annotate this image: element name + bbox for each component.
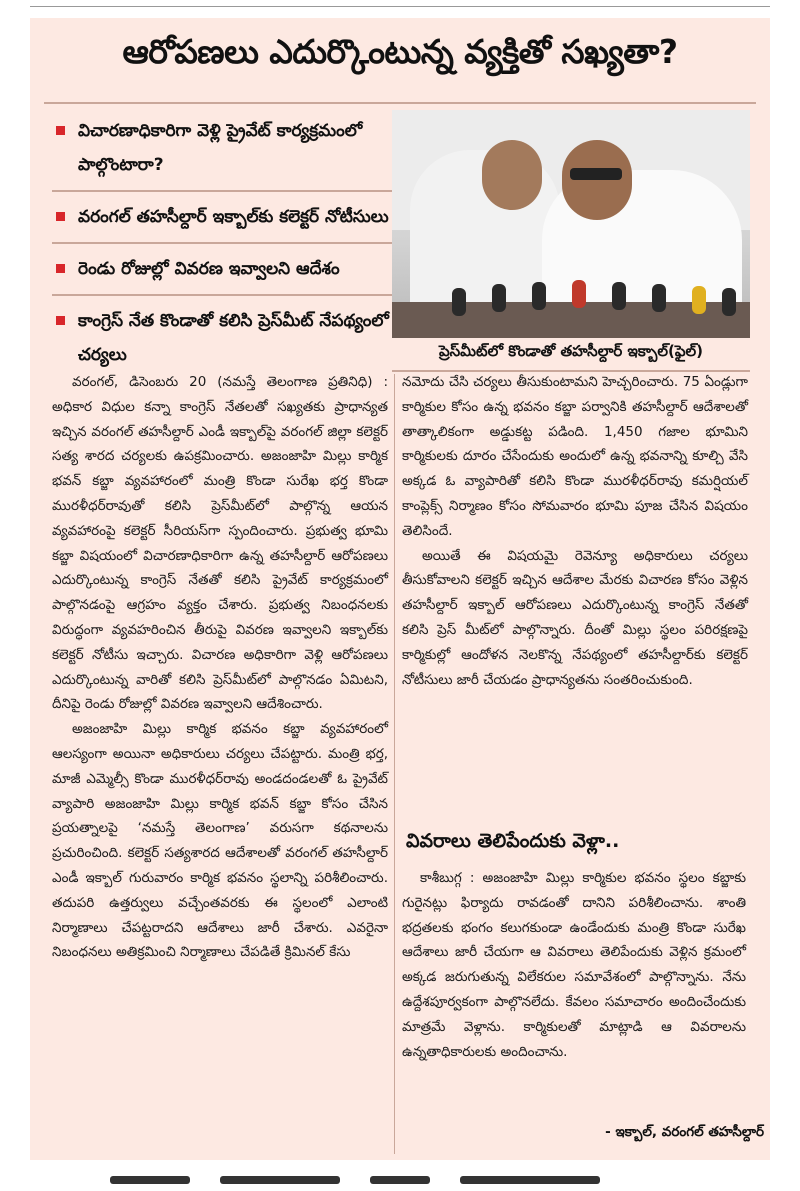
cut-text-fragment [460,1176,600,1184]
photo-sunglasses [570,168,622,180]
photo-person-left-head [482,140,542,210]
press-meet-photo [392,110,750,338]
page-right-margin [786,0,800,1191]
page-top-rule [30,0,770,7]
cut-text-fragment [370,1176,430,1184]
bullet-square-icon [56,316,65,325]
column-divider [394,374,395,1154]
paragraph: నమోదు చేసి చర్యలు తీసుకుంటామని హెచ్చరించారు. 75 ఏండ్లుగా కార్మికుల కోసం ఉన్న భవనం కబ్జా పర్వానికి తహసీల్దార్ ఆదేశాలతో తాత్కాలికంగా అడ్డుకట్ట పడింది. 1,450 గజాల భూమిని కార్మికులకు దూరం చేసేందుకు అందులో ఉన్న భవనాన్ని కూల్చి వేసి అక్కడ ఓ వ్యాపారితో కలిసి కొండా మురళీధర్‌రావు కమర్షియల్ కాంప్లెక్స్ నిర్మాణం కోసం సోమవారం భూమి పూజ చేసిన విషయం తెలిసిందే. [402,374,748,539]
bullet-divider [52,294,402,296]
sidebar-quote-box [402,866,746,1156]
microphone-icon [532,282,546,310]
bullet-item [52,114,402,182]
microphone-icon [572,280,586,308]
headline: ఆరోపణలు ఎదుర్కొంటున్న వ్యక్తితో సఖ్యతా? [122,32,678,71]
bullet-item [52,304,402,372]
bullet-square-icon [56,126,65,135]
microphone-icon [492,284,506,312]
paragraph: అజంజాహి మిల్లు కార్మిక భవనం కబ్జా వ్యవహారంలో ఆలస్యంగా అయినా అధికారులు చర్యలు చేపట్టారు. మంత్రి భర్త, మాజీ ఎమ్మెల్సీ కొండా మురళీధర్‌రావు అండదండలతో ఓ ప్రైవేట్ వ్యాపారి అజంజాహి మిల్లు కార్మిక భవన్ కబ్జా కోసం చేసిన ప్రయత్నాలపై ‘నమస్తే తెలంగాణ’ వరుసగా కథనాలను ప్రచురించింది. కలెక్టర్ సత్యశారద ఆదేశాలతో వరంగల్ తహసీల్దార్ ఎండీ ఇక్బాల్ గురువారం కార్మిక భవనం స్థలాన్ని పరిశీలించారు. తదుపరి ఉత్తర్వులు వచ్చేంతవరకు ఈ స్థలంలో ఎలాంటి నిర్మాణాలు చేపట్టరాదని ఆదేశాలు జారీ చేశారు. ఎవరైనా నిబంధనలు అతిక్రమించి నిర్మాణాలు చేపడితే క్రిమినల్ కేసు [52,721,388,961]
bullet-item [52,200,402,234]
photo-person-right-head [562,140,632,220]
paragraph: వరంగల్, డిసెంబరు 20 (నమస్తే తెలంగాణ ప్రతినిధి) : అధికార విధుల కన్నా కాంగ్రెస్ నేతలతో సఖ్యతకు ప్రాధాన్యత ఇచ్చిన వరంగల్ తహసీల్దార్ ఎండీ ఇక్బాల్‌పై వరంగల్ జిల్లా కలెక్టర్ సత్య శారద చర్యలకు ఉపక్రమించారు. అజంజాహి మిల్లు కార్మిక భవన్ కబ్జా వ్యవహారంలో మంత్రి కొండా సురేఖ భర్త కొండా మురళీధర్‌రావుతో కలిసి ప్రెస్‌మీట్‌లో పాల్గొన్న ఆయన వ్యవహారంపై కలెక్టర్ సీరియస్‌గా స్పందించారు. ప్రభుత్వ భూమి కబ్జా విషయంలో విచారణాధికారిగా ఉన్న తహసీల్దార్ ఆరోపణలు ఎదుర్కొంటున్న కాంగ్రెస్ నేతతో కలిసి ప్రైవేట్ కార్యక్రమంలో పాల్గొనడంపై ఆగ్రహం వ్యక్తం చేశారు. ప్రభుత్వ నిబంధనలకు విరుద్ధంగా వ్యవహరించిన తీరుపై వివరణ ఇవ్వాలని ఇక్బాల్‌కు కలెక్టర్ నోటీసు ఇచ్చారు. విచారణ అధికారిగా వెళ్లి ఆరోపణలు ఎదుర్కొంటున్న వారితో కలిసి ప్రెస్‌మీట్‌లో పాల్గొనడం ఏమిటని, దీనిపై రెండు రోజుల్లో వివరణ ఇవ్వాలని ఆదేశించారు. [52,374,388,713]
highlight-bullets [52,114,402,382]
paragraph: అయితే ఈ విషయమై రెవెన్యూ అధికారులు చర్యలు తీసుకోవాలని కలెక్టర్ ఇచ్చిన ఆదేశాల మేరకు విచారణ కోసం వెళ్లిన తహసీల్దార్ ఇక్బాల్ ఆరోపణలు ఎదుర్కొంటున్న కాంగ్రెస్ నేతతో కలిసి ప్రెస్ మీట్‌లో పాల్గొన్నారు. దీంతో మిల్లు స్థలం పరిరక్షణపై కార్మికుల్లో ఆందోళన నెలకొన్న నేపథ్యంలో తహసీల్దార్‌కు కలెక్టర్ నోటీసులు జారీ చేయడం ప్రాధాన్యతను సంతరించుకుంది. [402,547,748,688]
headline-divider [44,102,756,104]
microphone-icon [612,282,626,310]
cut-text-fragment [110,1176,190,1184]
bullet-divider [52,242,402,244]
bullet-square-icon [56,264,65,273]
bullet-item [52,252,402,286]
bullet-text: రెండు రోజుల్లో వివరణ ఇవ్వాలని ఆదేశం [78,259,340,279]
cut-text-fragment [220,1176,340,1184]
article-column-1 [52,370,388,1160]
news-article [30,18,770,1160]
article-column-2 [402,370,748,820]
bullet-text: వరంగల్ తహసీల్దార్ ఇక్బాల్‌కు కలెక్టర్ నోటీసులు [78,207,389,227]
microphone-icon [652,284,666,312]
bullet-square-icon [56,212,65,221]
next-article-cut-heading [110,1170,670,1191]
sidebar-subheading: వివరాలు తెలిపేందుకు వెళ్లా.. [406,830,620,852]
quote-signature: - ఇక్బాల్, వరంగల్ తహసీల్దార్ [605,1124,764,1140]
microphone-icon [722,288,736,316]
microphone-icon [452,288,466,316]
paragraph: కాశీబుగ్గ : అజంజాహి మిల్లు కార్మికుల భవనం స్థలం కబ్జాకు గురైనట్లు ఫిర్యాదు రావడంతో దానిని పరిశీలించాను. శాంతి భద్రతలకు భంగం కలుగకుండా ఉండేందుకు మంత్రి కొండా సురేఖ ఆదేశాలు జారీ చేయగా ఆ వివరాలు తెలిపేందుకు వెళ్లిన క్రమంలో అక్కడ జరుగుతున్న విలేకరుల సమావేశంలో పాల్గొన్నాను. నేను ఉద్దేశపూర్వకంగా పాల్గొనలేదు. కేవలం సమాచారం అందించేందుకు మాత్రమే వెళ్లాను. కార్మికులతో మాట్లాడి ఆ వివరాలను ఉన్నతాధికారులకు అందించాను. [402,870,746,1060]
bullet-text: విచారణాధికారిగా వెళ్లి ప్రైవేట్ కార్యక్రమంలో పాల్గొంటారా? [78,121,363,175]
microphone-icon [692,286,706,314]
bullet-text: కాంగ్రెస్ నేత కొండాతో కలిసి ప్రెస్‌మీట్ నేపథ్యంలో చర్యలు [78,311,389,365]
photo-caption: ప్రెస్‌మీట్‌లో కొండాతో తహసీల్దార్ ఇక్బాల్(ఫైల్) [392,342,750,372]
bullet-divider [52,190,402,192]
